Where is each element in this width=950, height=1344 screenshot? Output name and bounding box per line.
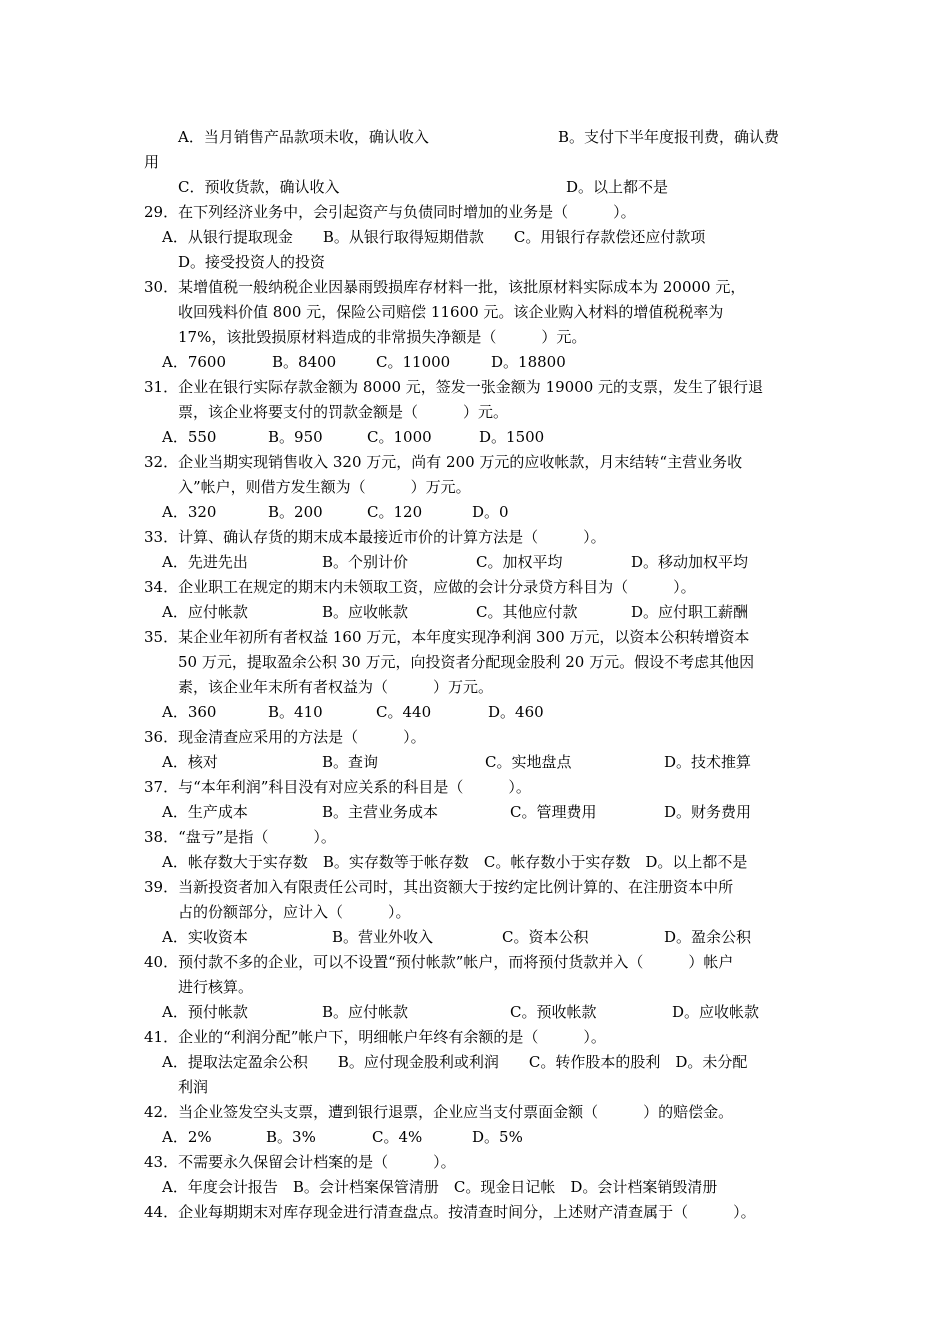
q34-option-b: B。应收帐款 — [322, 603, 409, 621]
q33-option-b: B。个别计价 — [322, 553, 409, 571]
question-41: 41．企业的“利润分配”帐户下，明细帐户年终有余额的是（ ）。 — [144, 1028, 606, 1046]
q30-option-b: B。8400 — [272, 353, 337, 371]
q39-option-c: C。资本公积 — [502, 928, 589, 946]
q34-option-d: D。应付职工薪酬 — [631, 603, 749, 621]
q40-option-a: A．预付帐款 — [162, 1003, 248, 1021]
q42-option-c: C。4% — [372, 1128, 423, 1146]
question-32: 32．企业当期实现销售收入 320 万元，尚有 200 万元的应收帐款，月末结转“主营业务收 — [144, 453, 743, 471]
question-36: 36．现金清查应采用的方法是（ ）。 — [144, 728, 426, 746]
q39-option-a: A．实收资本 — [162, 928, 248, 946]
q31-option-b: B。950 — [268, 428, 323, 446]
q29-options-abc: A．从银行提取现金 B。从银行取得短期借款 C。用银行存款偿还应付款项 — [162, 228, 706, 246]
question-42: 42．当企业签发空头支票，遭到银行退票，企业应当支付票面金额（ ）的赔偿金。 — [144, 1103, 734, 1121]
q30-option-d: D。18800 — [491, 353, 566, 371]
question-39-line-2: 占的份额部分，应计入（ ）。 — [178, 903, 411, 921]
q41-options-wrap: 利润 — [178, 1078, 209, 1096]
question-43: 43．不需要永久保留会计档案的是（ ）。 — [144, 1153, 456, 1171]
q36-option-b: B。查询 — [322, 753, 379, 771]
q29-option-d: D。接受投资人的投资 — [178, 253, 326, 271]
q37-option-d: D。财务费用 — [664, 803, 752, 821]
question-30-line-2: 收回残料价值 800 元，保险公司赔偿 11600 元。该企业购入材料的增值税税率为 — [178, 303, 724, 321]
q40-option-d: D。应收帐款 — [672, 1003, 760, 1021]
q34-option-a: A．应付帐款 — [162, 603, 248, 621]
q31-option-c: C。1000 — [367, 428, 432, 446]
q30-option-a: A．7600 — [162, 353, 227, 371]
q39-option-d: D。盈余公积 — [664, 928, 752, 946]
q32-option-b: B。200 — [268, 503, 323, 521]
q33-option-c: C。加权平均 — [476, 553, 563, 571]
q30-option-c: C。11000 — [376, 353, 451, 371]
question-39: 39．当新投资者加入有限责任公司时，其出资额大于按约定比例计算的、在注册资本中所 — [144, 878, 734, 896]
q28-option-a: A．当月销售产品款项未收，确认收入 — [178, 128, 429, 146]
question-34: 34．企业职工在规定的期末内未领取工资，应做的会计分录贷方科目为（ ）。 — [144, 578, 696, 596]
q28-option-c: C．预收货款，确认收入 — [178, 178, 340, 196]
q39-option-b: B。营业外收入 — [332, 928, 434, 946]
question-35-line-3: 素，该企业年末所有者权益为（ ）万元。 — [178, 678, 494, 696]
q32-option-c: C。120 — [367, 503, 423, 521]
q43-options: A．年度会计报告 B。会计档案保管清册 C。现金日记帐 D。会计档案销毁清册 — [162, 1178, 718, 1196]
q37-option-c: C。管理费用 — [510, 803, 597, 821]
q40-option-c: C。预收帐款 — [510, 1003, 597, 1021]
q36-option-d: D。技术推算 — [664, 753, 752, 771]
q42-option-b: B。3% — [266, 1128, 316, 1146]
q41-options: A．提取法定盈余公积 B。应付现金股利或利润 C。转作股本的股利 D。未分配 — [162, 1053, 748, 1071]
question-30: 30．某增值税一般纳税企业因暴雨毁损库存材料一批，该批原材料实际成本为 20000 元， — [144, 278, 746, 296]
q28-option-b-wrap: 用 — [144, 153, 160, 171]
question-31: 31．企业在银行实际存款金额为 8000 元，签发一张金额为 19000 元的支票，发生了银行退 — [144, 378, 764, 396]
q35-option-d: D。460 — [488, 703, 544, 721]
q40-option-b: B。应付帐款 — [322, 1003, 409, 1021]
question-40-line-2: 进行核算。 — [178, 978, 254, 996]
q36-option-c: C。实地盘点 — [485, 753, 572, 771]
q32-option-d: D。0 — [472, 503, 509, 521]
q31-option-a: A．550 — [162, 428, 217, 446]
q42-option-d: D。5% — [472, 1128, 523, 1146]
q35-option-a: A．360 — [162, 703, 217, 721]
question-40: 40．预付款不多的企业，可以不设置“预付帐款”帐户，而将预付货款并入（ ）帐户 — [144, 953, 734, 971]
question-30-line-3: 17%，该批毁损原材料造成的非常损失净额是（ ）元。 — [178, 328, 587, 346]
q28-option-b: B。支付下半年度报刊费，确认费 — [558, 128, 780, 146]
question-31-line-2: 票，该企业将要支付的罚款金额是（ ）元。 — [178, 403, 509, 421]
q35-option-c: C。440 — [376, 703, 432, 721]
q31-option-d: D。1500 — [479, 428, 545, 446]
question-35-line-2: 50 万元，提取盈余公积 30 万元，向投资者分配现金股利 20 万元。假设不考虑其他因 — [178, 653, 755, 671]
question-29: 29．在下列经济业务中，会引起资产与负债同时增加的业务是（ ）。 — [144, 203, 636, 221]
q34-option-c: C。其他应付款 — [476, 603, 578, 621]
question-33: 33．计算、确认存货的期末成本最接近市价的计算方法是（ ）。 — [144, 528, 606, 546]
question-44: 44．企业每期期末对库存现金进行清查盘点。按清查时间分，上述财产清查属于（ ）。 — [144, 1203, 756, 1221]
q38-options: A．帐存数大于实存数 B。实存数等于帐存数 C。帐存数小于实存数 D。以上都不是 — [162, 853, 748, 871]
q33-option-d: D。移动加权平均 — [631, 553, 749, 571]
question-38: 38．“盘亏”是指（ ）。 — [144, 828, 336, 846]
q32-option-a: A．320 — [162, 503, 217, 521]
q28-option-d: D。以上都不是 — [566, 178, 669, 196]
question-32-line-2: 入”帐户，则借方发生额为（ ）万元。 — [178, 478, 471, 496]
question-35: 35．某企业年初所有者权益 160 万元，本年度实现净利润 300 万元，以资本公积转增资本 — [144, 628, 750, 646]
q36-option-a: A．核对 — [162, 753, 218, 771]
question-37: 37．与“本年利润”科目没有对应关系的科目是（ ）。 — [144, 778, 531, 796]
q42-option-a: A．2% — [162, 1128, 212, 1146]
q37-option-b: B。主营业务成本 — [322, 803, 439, 821]
q33-option-a: A．先进先出 — [162, 553, 248, 571]
q37-option-a: A．生产成本 — [162, 803, 248, 821]
q35-option-b: B。410 — [268, 703, 323, 721]
